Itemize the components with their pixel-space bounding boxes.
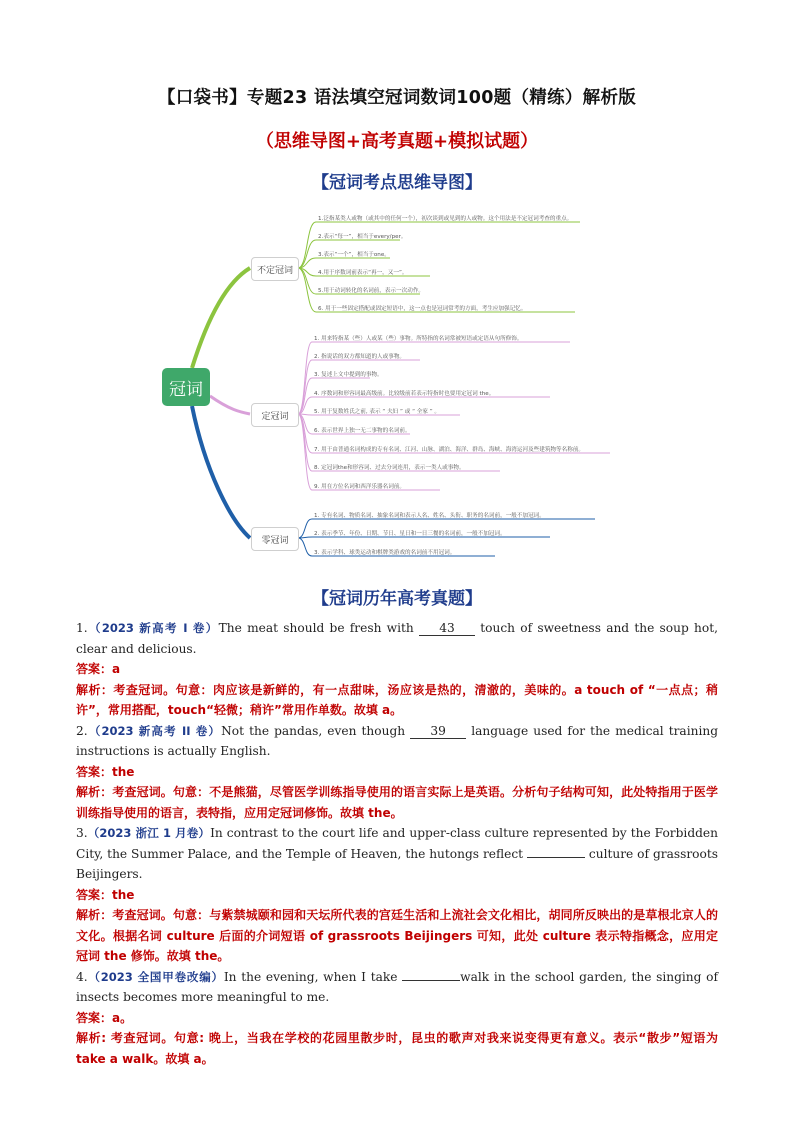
answer-value: the: [112, 764, 135, 779]
question-2: [76, 721, 718, 824]
question-stem: Not the pandas, even though: [221, 723, 411, 738]
answer-value: a。: [112, 1010, 133, 1025]
question-3: [76, 823, 718, 967]
mindmap-section-heading: 【冠词考点思维导图】: [312, 173, 482, 193]
question-1: [76, 618, 718, 721]
document-subtitle: （思维导图+高考真题+模拟试题）: [255, 131, 539, 152]
question-stem: touch of sweetness and the soup hot, clear and delicious.: [76, 621, 719, 656]
mindmap-item: 3. 复述上文中提到的事物。: [314, 372, 383, 378]
answer-value: a: [112, 662, 121, 676]
question-stem: language used for the medical training instructions is actually English.: [76, 723, 718, 758]
question-number: 3.: [76, 826, 88, 840]
answer-blank: [527, 845, 585, 858]
question-number: 2.: [76, 723, 88, 738]
question-number: 1.: [76, 621, 88, 635]
mindmap-item: 5. 用于复数姓氏之前, 表示 “ 夫妇 ” 或 “ 全家 ” 。: [314, 409, 440, 415]
explanation: 解析：考查冠词。句意：肉应该是新鲜的，有一点甜味，汤应该是热的，清澈的，美味的。a touch of “一点点；稍许”，常用搭配，touch“轻微；稍许”常用作单数。故填 a。: [76, 682, 718, 717]
mindmap-item: 6. 表示世界上独一无二事物的名词前。: [314, 428, 411, 434]
question-4: [76, 967, 718, 1070]
question-text: [76, 967, 718, 1008]
mindmap-item: 3.表示“一个”，相当于one。: [318, 252, 390, 258]
question-text: [76, 618, 718, 659]
mindmap-item: 6. 用于一些固定搭配或固定短语中，这一点也是冠词常考的方面，考生应加强记忆。: [318, 306, 527, 312]
answer-label: 答案：: [76, 887, 113, 902]
article-mindmap: [150, 200, 620, 560]
answer-line: [76, 1008, 718, 1029]
document-title: 【口袋书】专题23 语法填空冠词数词100题（精练）解析版: [157, 88, 637, 108]
question-stem: culture of grassroots Beijingers.: [76, 846, 718, 881]
mindmap-item: 1. 专有名词、物质名词、抽象名词和表示人名、姓名、头衔、职务的名词前，一般不加冠词。: [314, 513, 545, 519]
mindmap-item: 1. 用来特指某（些）人或某（些）事物。所特指的名词常被短语或定语从句所修饰。: [314, 336, 523, 342]
answer-line: [76, 762, 718, 783]
answer-line: [76, 885, 718, 906]
question-number: 4.: [76, 969, 88, 984]
mindmap-item: 3. 表示学科、球类运动和棋牌类游戏的名词前不用冠词。: [314, 550, 456, 556]
mindmap-item: 2. 表示季节、年份、日期、节日、星日和一日三餐的名词前，一般不加冠词。: [314, 531, 506, 537]
mindmap-item: 9. 用在方位名词和西洋乐器名词前。: [314, 484, 406, 490]
answer-label: 答案：: [76, 1010, 113, 1025]
question-stem: walk in the school garden, the singing of insects becomes more meaningful to me.: [76, 969, 718, 1004]
mindmap-item: 8. 定冠词the和形容词、过去分词连用，表示一类人或事物。: [314, 465, 465, 471]
answer-blank: 43: [419, 621, 475, 636]
explanation: 解析: 考查冠词。句意: 晚上，当我在学校的花园里散步时，昆虫的歌声对我来说变得更有意义。表示“散步”短语为 take a walk。故填 a。: [76, 1031, 718, 1066]
mindmap-item: 7. 用于由普通名词构成的专有名词、江河、山脉、湖泊、海洋、群岛、海峡、海湾运河及些建筑物等名称前。: [314, 447, 585, 453]
exam-section-heading: 【冠词历年高考真题】: [312, 589, 482, 609]
mindmap-root-node: 冠词: [162, 368, 210, 406]
answer-value: the: [112, 887, 135, 902]
explanation: 解析：考查冠词。句意：不是熊猫，尽管医学训练指导使用的语言实际上是英语。分析句子结构可知，此处特指用于医学训练指导使用的语言，表特指，应用定冠词修饰。故填 the。: [76, 785, 718, 820]
question-source: （2023 新高考 II 卷）: [87, 723, 222, 738]
mindmap-item: 2.表示“每一”，相当于every/per。: [318, 234, 407, 240]
question-source: （2023 全国甲卷改编）: [87, 969, 224, 984]
question-stem: In contrast to the court life and upper-class culture represented by the Forbidden City, the Summer Palace, and the Temple of Heaven, the hutongs reflect: [76, 826, 718, 861]
mindmap-branch-definite: 定冠词: [251, 403, 299, 427]
exam-questions: [76, 618, 718, 1069]
question-text: [76, 823, 718, 885]
mindmap-branch-zero: 零冠词: [251, 527, 299, 551]
answer-blank: 39: [410, 724, 466, 739]
question-stem: In the evening, when I take: [223, 969, 403, 984]
answer-blank: [402, 968, 460, 981]
mindmap-item: 2. 指说话的双方都知道的人或事物。: [314, 354, 406, 360]
question-source: （2023 浙江 1 月卷）: [87, 826, 211, 840]
mindmap-item: 1.泛指某类人或物（或其中的任何一个），初次谈到或见到的人或物。这个用法是不定冠词考查的重点。: [318, 216, 573, 222]
answer-label: 答案：: [76, 662, 113, 676]
question-text: [76, 721, 718, 762]
answer-line: [76, 659, 718, 680]
mindmap-item: 4. 序数词和形容词最高级前。比较级前若表示特指时也要用定冠词 the。: [314, 391, 495, 397]
question-stem: The meat should be fresh with: [218, 621, 420, 635]
mindmap-branch-indefinite: 不定冠词: [251, 257, 299, 281]
explanation: 解析：考查冠词。句意：与紫禁城颐和园和天坛所代表的宫廷生活和上流社会文化相比，胡同所反映出的是草根北京人的文化。根据名词 culture 后面的介词短语 of grassroots Beijingers 可知，此处 culture 表示特指概念，应用定冠词 the 修饰。故填 the。: [76, 908, 718, 963]
mindmap-item: 5.用于动词转化的名词前，表示一次动作。: [318, 288, 425, 294]
question-source: （2023 新高考 I 卷）: [87, 621, 219, 635]
answer-label: 答案：: [76, 764, 113, 779]
mindmap-item: 4.用于序数词前表示“再一，又一”。: [318, 270, 408, 276]
